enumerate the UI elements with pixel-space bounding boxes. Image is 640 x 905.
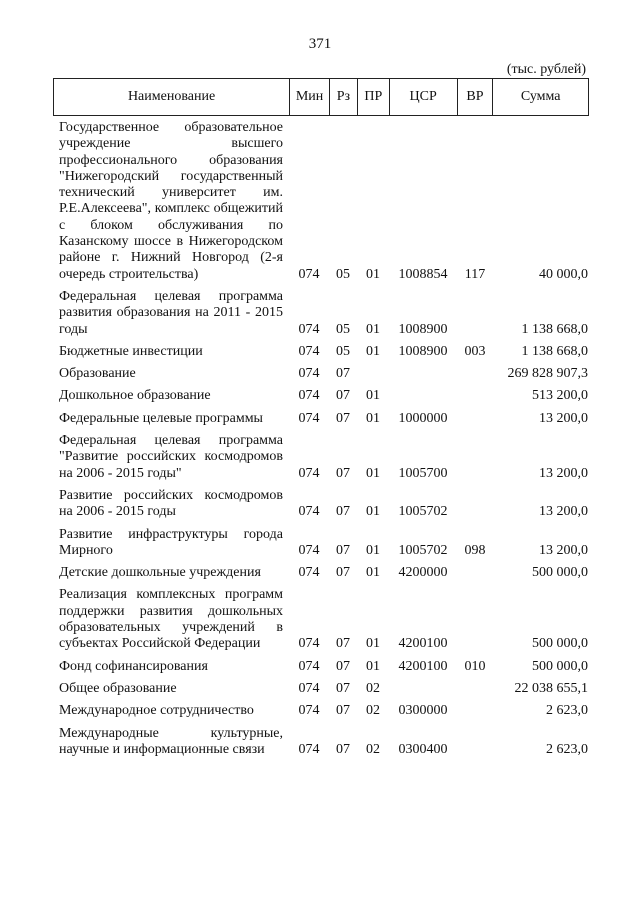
cell-sum: 13 200,0 <box>539 542 588 558</box>
table-row <box>53 120 589 283</box>
cell-min: 074 <box>298 366 320 382</box>
cell-min: 074 <box>298 542 320 558</box>
cell-pr: 01 <box>366 321 380 337</box>
cell-pr: 01 <box>366 465 380 481</box>
cell-csr: 1005700 <box>398 465 448 481</box>
cell-min: 074 <box>298 565 320 581</box>
cell-sum: 513 200,0 <box>532 388 588 404</box>
cell-min: 074 <box>298 741 320 757</box>
cell-rz: 07 <box>336 542 350 558</box>
cell-vr: 003 <box>464 343 486 359</box>
cell-sum: 500 000,0 <box>532 658 588 674</box>
cell-pr: 01 <box>366 542 380 558</box>
column-header-pr: ПР <box>357 79 389 115</box>
cell-pr: 01 <box>366 565 380 581</box>
cell-rz: 07 <box>336 680 350 696</box>
cell-csr: 1005702 <box>398 542 448 558</box>
cell-csr: 4200000 <box>398 565 448 581</box>
column-header-min: Мин <box>289 79 329 115</box>
cell-name: Общее образование <box>59 680 177 696</box>
cell-csr: 0300000 <box>398 703 448 719</box>
column-header-sum: Сумма <box>492 79 588 115</box>
cell-rz: 07 <box>336 658 350 674</box>
cell-name: Бюджетные инвестиции <box>59 343 203 359</box>
cell-csr: 1008900 <box>398 321 448 337</box>
table-row <box>53 488 589 521</box>
cell-pr: 01 <box>366 343 380 359</box>
cell-sum: 22 038 655,1 <box>514 680 588 696</box>
cell-sum: 40 000,0 <box>539 266 588 282</box>
table-row <box>53 527 589 560</box>
cell-csr: 1008900 <box>398 343 448 359</box>
cell-rz: 05 <box>336 266 350 282</box>
cell-name: Детские дошкольные учреждения <box>59 565 261 581</box>
cell-name: Развитие российских космодромов на 2006 - 2015 годы <box>59 487 283 520</box>
cell-name: Федеральные целевые программы <box>59 410 263 426</box>
cell-name: Государственное образовательное учреждение высшего профессионального образования "Нижегородский государственный технический университет им. Р.Е.Алексеева", комплекс общежитий с блоком обслуживания по Казанскому шоссе в Нижегородском районе г. Нижний Новгород (2-я очередь строительства) <box>59 120 283 282</box>
cell-csr: 1005702 <box>398 504 448 520</box>
cell-pr: 01 <box>366 266 380 282</box>
cell-name: Дошкольное образование <box>59 388 211 404</box>
column-header-rz: Рз <box>329 79 357 115</box>
cell-rz: 07 <box>336 388 350 404</box>
cell-name: Федеральная целевая программа развития образования на 2011 - 2015 годы <box>59 288 283 337</box>
column-header-vr: ВР <box>457 79 493 115</box>
cell-name: Фонд софинансирования <box>59 658 208 674</box>
cell-sum: 269 828 907,3 <box>507 366 588 382</box>
cell-min: 074 <box>298 636 320 652</box>
cell-csr: 4200100 <box>398 636 448 652</box>
cell-csr: 1008854 <box>398 266 448 282</box>
cell-name: Реализация комплексных программ поддержки развития дошкольных образовательных учреждений в субъектах Российской Федерации <box>59 587 283 652</box>
cell-pr: 02 <box>366 741 380 757</box>
table-row <box>53 344 589 360</box>
table-row <box>53 289 589 338</box>
column-header-csr: ЦСР <box>389 79 457 115</box>
cell-min: 074 <box>298 266 320 282</box>
table-row <box>53 366 589 382</box>
cell-rz: 07 <box>336 366 350 382</box>
table-row <box>53 565 589 581</box>
cell-name: Образование <box>59 366 136 382</box>
cell-pr: 01 <box>366 388 380 404</box>
cell-name: Федеральная целевая программа "Развитие российских космодромов на 2006 - 2015 годы" <box>59 433 283 481</box>
table-row <box>53 681 589 697</box>
cell-rz: 05 <box>336 343 350 359</box>
table-body <box>53 120 589 764</box>
cell-rz: 07 <box>336 636 350 652</box>
cell-min: 074 <box>298 703 320 719</box>
cell-csr: 0300400 <box>398 741 448 757</box>
cell-name: Развитие инфраструктуры города Мирного <box>59 526 283 558</box>
cell-sum: 2 623,0 <box>546 703 588 719</box>
cell-rz: 07 <box>336 565 350 581</box>
cell-min: 074 <box>298 410 320 426</box>
cell-min: 074 <box>298 343 320 359</box>
cell-pr: 01 <box>366 410 380 426</box>
cell-min: 074 <box>298 658 320 674</box>
cell-pr: 01 <box>366 636 380 652</box>
table-row <box>53 726 589 759</box>
table-row <box>53 411 589 427</box>
cell-sum: 13 200,0 <box>539 504 588 520</box>
table-row <box>53 433 589 482</box>
cell-rz: 07 <box>336 741 350 757</box>
cell-min: 074 <box>298 504 320 520</box>
cell-vr: 117 <box>464 266 486 282</box>
cell-name: Международные культурные, научные и информационные связи <box>59 725 283 757</box>
table-row <box>53 587 589 652</box>
column-header-name: Наименование <box>127 89 216 104</box>
cell-rz: 07 <box>336 703 350 719</box>
cell-pr: 02 <box>366 680 380 696</box>
cell-sum: 2 623,0 <box>546 741 588 757</box>
cell-sum: 500 000,0 <box>532 636 588 652</box>
cell-rz: 05 <box>336 321 350 337</box>
cell-csr: 1000000 <box>398 410 448 426</box>
cell-pr: 01 <box>366 658 380 674</box>
cell-pr: 02 <box>366 703 380 719</box>
cell-min: 074 <box>298 321 320 337</box>
cell-sum: 500 000,0 <box>532 565 588 581</box>
cell-vr: 010 <box>464 658 486 674</box>
cell-sum: 13 200,0 <box>539 410 588 426</box>
cell-sum: 1 138 668,0 <box>521 343 588 359</box>
cell-min: 074 <box>298 465 320 481</box>
cell-rz: 07 <box>336 504 350 520</box>
page-number: 371 <box>308 36 332 52</box>
cell-sum: 1 138 668,0 <box>521 321 588 337</box>
cell-name: Международное сотрудничество <box>59 703 254 719</box>
cell-min: 074 <box>298 680 320 696</box>
cell-vr: 098 <box>464 542 486 558</box>
table-row <box>53 388 589 404</box>
cell-rz: 07 <box>336 465 350 481</box>
cell-rz: 07 <box>336 410 350 426</box>
table-row <box>53 703 589 719</box>
table-row <box>53 659 589 675</box>
units-label: (тыс. рублей) <box>506 62 586 77</box>
cell-pr: 01 <box>366 504 380 520</box>
cell-csr: 4200100 <box>398 658 448 674</box>
cell-min: 074 <box>298 388 320 404</box>
cell-sum: 13 200,0 <box>539 465 588 481</box>
table-header <box>53 78 589 116</box>
